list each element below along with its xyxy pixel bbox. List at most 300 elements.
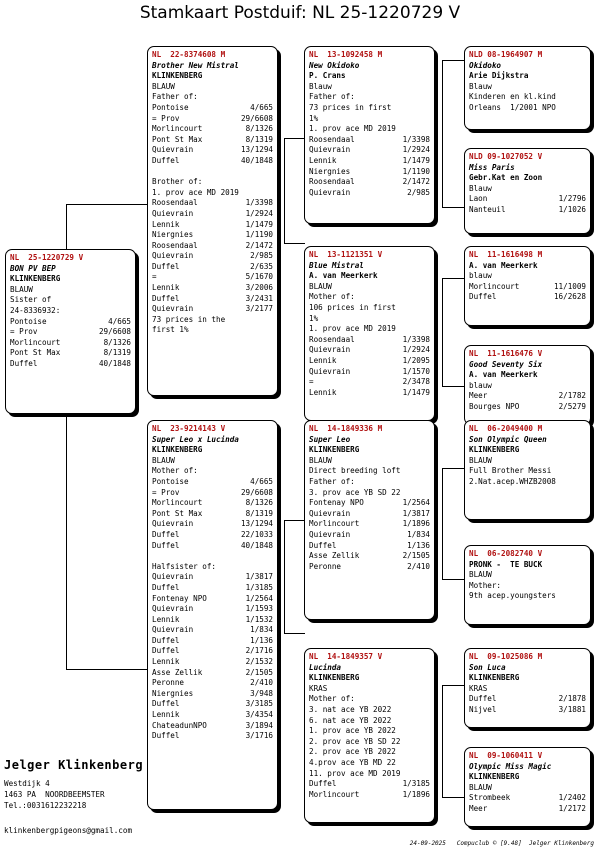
info-line: 1. prov ace MD 2019 <box>152 187 239 197</box>
pedigree-card-ff <box>304 46 435 224</box>
result-place: 3/3185 <box>245 699 273 709</box>
owner-block <box>4 758 143 811</box>
connector-mm <box>442 685 465 798</box>
owner-name: Jelger Klinkenberg <box>4 758 144 772</box>
result-race: Fontenay NPO <box>152 593 207 603</box>
result-row <box>152 114 273 125</box>
result-row <box>469 705 586 716</box>
result-place: 4/665 <box>250 102 273 112</box>
result-race: Lennik <box>152 283 180 293</box>
result-row <box>469 694 586 705</box>
result-race: Duffel <box>152 731 180 741</box>
result-race: Bourges NPO <box>469 401 520 411</box>
result-race: Quievrain <box>152 625 194 635</box>
owner-city: 1463 PA NOORDBEEMSTER <box>4 790 105 799</box>
owner-address: Westdijk 4 <box>4 779 50 788</box>
result-row <box>152 488 273 499</box>
connector-fm <box>442 278 465 387</box>
result-place: 1/3398 <box>402 134 430 144</box>
result-race: = Prov <box>152 487 180 497</box>
result-row <box>309 541 430 552</box>
owner-email: klinkenbergpigeons@gmail.com <box>4 826 133 835</box>
result-place: 13/1294 <box>240 145 273 155</box>
page-title: Stamkaart Postduif: NL 25-1220729 V <box>139 3 461 23</box>
breeder-name: A. van Meerkerk <box>309 271 378 281</box>
result-place: 2/1472 <box>245 240 273 250</box>
pigeon-name: Blue Mistral <box>309 260 364 270</box>
result-row <box>309 367 430 378</box>
result-row <box>152 541 273 552</box>
ring-number: NL 13-1092458 M <box>309 50 383 59</box>
info-line: 9th acep.youngsters <box>469 591 556 601</box>
result-place: 2/410 <box>250 678 273 688</box>
info-line: 2. prov ace YB 2022 <box>309 747 396 757</box>
result-race: Duffel <box>152 646 180 656</box>
result-race: Quievrain <box>309 187 351 197</box>
result-place: 1/2924 <box>402 145 430 155</box>
result-place: 4/665 <box>250 476 273 486</box>
result-place: 1/1896 <box>402 789 430 799</box>
info-line: 2.Nat.acep.WHZB2008 <box>469 476 556 486</box>
info-line: blauw <box>469 380 492 390</box>
result-row <box>152 731 273 742</box>
pigeon-name: Son Olympic Queen <box>469 434 547 444</box>
result-race: Fontenay NPO <box>309 498 364 508</box>
breeder-name: Gebr.Kat en Zoon <box>469 173 543 183</box>
result-row <box>309 145 430 156</box>
result-row <box>152 103 273 114</box>
info-line: 3. nat ace YB 2022 <box>309 704 392 714</box>
result-row <box>152 646 273 657</box>
result-race: Roosendaal <box>309 134 355 144</box>
pigeon-name: Okidoko <box>469 60 502 70</box>
owner-phone: Tel.:0031612232218 <box>4 801 87 810</box>
result-row <box>10 317 131 328</box>
result-row <box>152 220 273 231</box>
pedigree-card-mm <box>304 648 435 823</box>
pigeon-name: Lucinda <box>309 662 342 672</box>
pigeon-name: Super Leo x Lucinda <box>152 434 239 444</box>
breeder-name: A. van Meerkerk <box>469 260 538 270</box>
result-place: 2/1716 <box>245 646 273 656</box>
info-line: Sister of <box>10 295 52 305</box>
result-row <box>152 509 273 520</box>
result-place: 1/834 <box>407 529 430 539</box>
result-place: 29/6608 <box>98 327 131 337</box>
result-row <box>152 615 273 626</box>
info-line: KRAS <box>309 683 328 693</box>
info-line: 1. prov ace YB 2022 <box>309 726 396 736</box>
result-race: Duffel <box>469 292 497 302</box>
result-place: 8/1326 <box>103 337 131 347</box>
result-race: Nijvel <box>469 704 497 714</box>
result-place: 1/2924 <box>402 345 430 355</box>
info-line: Full Brother Messi <box>469 466 552 476</box>
result-race: Pontoise <box>152 476 189 486</box>
result-race: Lennik <box>309 387 337 397</box>
result-race: = Prov <box>10 327 38 337</box>
result-row <box>309 167 430 178</box>
result-place: 8/1319 <box>245 508 273 518</box>
pedigree-card-fmm <box>464 345 591 425</box>
pedigree-card-subject <box>5 249 136 414</box>
result-place: 1/1570 <box>402 366 430 376</box>
result-place: 11/1009 <box>553 281 586 291</box>
result-row <box>309 388 430 399</box>
pigeon-name: New Okidoko <box>309 60 360 70</box>
result-place: 1/2402 <box>558 793 586 803</box>
ring-number: NL 22-8374608 M <box>152 50 226 59</box>
result-race: Strombeek <box>469 793 511 803</box>
result-place: 40/1848 <box>240 155 273 165</box>
breeder-name: PRONK - TE BUCK <box>469 559 543 569</box>
info-line: Mother of: <box>309 694 355 704</box>
result-place: 1/3398 <box>402 334 430 344</box>
result-row <box>309 177 430 188</box>
result-place: 1/1593 <box>245 604 273 614</box>
info-line: 1. prov ace MD 2019 <box>309 324 396 334</box>
result-row <box>309 135 430 146</box>
result-row <box>152 477 273 488</box>
result-race: Duffel <box>469 694 497 704</box>
result-row <box>152 283 273 294</box>
result-race: Lennik <box>309 155 337 165</box>
spacer <box>152 551 273 562</box>
breeder-name: KLINKENBERG <box>469 673 520 683</box>
result-race: Quievrain <box>309 366 351 376</box>
ring-number: NL 23-9214143 V <box>152 424 226 433</box>
breeder-name: KLINKENBERG <box>309 445 360 455</box>
pigeon-name: BON PV BEP <box>10 263 56 273</box>
info-line: BLAUW <box>152 455 175 465</box>
pedigree-card-mmf <box>464 648 591 728</box>
result-place: 22/1033 <box>240 529 273 539</box>
info-line: Father of: <box>152 92 198 102</box>
breeder-name: KLINKENBERG <box>469 445 520 455</box>
info-line: 1% <box>309 313 319 323</box>
pedigree-card-fff <box>464 46 591 130</box>
result-race: Duffel <box>152 529 180 539</box>
result-row <box>309 345 430 356</box>
breeder-name: KLINKENBERG <box>152 71 203 81</box>
result-row <box>152 230 273 241</box>
info-line: 106 prices in first <box>309 302 396 312</box>
result-race: Meer <box>469 803 488 813</box>
result-row <box>309 519 430 530</box>
result-place: 1/2564 <box>245 593 273 603</box>
result-race: Roosendaal <box>152 240 198 250</box>
info-line: Father of: <box>309 476 355 486</box>
result-race: Quievrain <box>152 572 194 582</box>
result-row <box>469 194 586 205</box>
result-race: Quievrain <box>309 145 351 155</box>
pedigree-card-fmf <box>464 246 591 326</box>
result-race: Duffel <box>10 358 38 368</box>
info-line: 73 prices in first <box>309 102 392 112</box>
info-line: Brother of: <box>152 177 203 187</box>
result-race: Asse Zellik <box>152 667 203 677</box>
result-place: 5/1670 <box>245 272 273 282</box>
result-place: 2/1532 <box>245 657 273 667</box>
result-place: 3/1881 <box>558 704 586 714</box>
result-row <box>152 689 273 700</box>
result-place: 40/1848 <box>240 540 273 550</box>
result-place: 2/985 <box>250 251 273 261</box>
result-row <box>152 124 273 135</box>
result-row <box>152 519 273 530</box>
ring-number: NL 06-2049400 M <box>469 424 543 433</box>
breeder-name: A. van Meerkerk <box>469 370 538 380</box>
pedigree-card-mmm <box>464 747 591 827</box>
result-row <box>152 604 273 615</box>
info-line: Halfsister of: <box>152 561 217 571</box>
result-row <box>152 636 273 647</box>
result-race: Roosendaal <box>309 334 355 344</box>
info-line: BLAUW <box>152 81 175 91</box>
result-row <box>469 292 586 303</box>
result-row <box>309 156 430 167</box>
result-race: Duffel <box>152 582 180 592</box>
result-race: Roosendaal <box>309 177 355 187</box>
info-line: blauw <box>469 271 492 281</box>
breeder-name: P. Crans <box>309 71 346 81</box>
ring-number: NL 13-1121351 V <box>309 250 383 259</box>
result-race: Duffel <box>152 635 180 645</box>
result-place: 8/1326 <box>245 498 273 508</box>
result-row <box>152 721 273 732</box>
pigeon-name: Good Seventy Six <box>469 359 543 369</box>
result-row <box>152 145 273 156</box>
result-place: 2/635 <box>250 261 273 271</box>
ring-number: NL 11-1616476 V <box>469 349 543 358</box>
result-place: 1/2172 <box>558 803 586 813</box>
result-row <box>152 156 273 167</box>
connector-father-v <box>284 138 305 244</box>
result-race: Lennik <box>152 614 180 624</box>
ring-number: NLD 08-1964907 M <box>469 50 543 59</box>
ring-number: NL 06-2082740 V <box>469 549 543 558</box>
info-line: 6. nat ace YB 2022 <box>309 715 392 725</box>
result-place: 3/948 <box>250 688 273 698</box>
result-race: Morlincourt <box>10 337 61 347</box>
result-place: 1/2924 <box>245 208 273 218</box>
result-row <box>152 198 273 209</box>
result-row <box>309 356 430 367</box>
result-place: 2/410 <box>407 561 430 571</box>
result-place: 1/1190 <box>402 166 430 176</box>
result-race: = Prov <box>152 113 180 123</box>
result-race: ChateadunNPO <box>152 720 207 730</box>
info-line: Orleans 1/2001 NPO <box>469 102 556 112</box>
breeder-name: KLINKENBERG <box>469 772 520 782</box>
result-row <box>469 205 586 216</box>
pedigree-card-mfm <box>464 545 591 625</box>
info-line: BLAUW <box>309 455 332 465</box>
info-line: 24-8336932: <box>10 305 61 315</box>
info-line: Blauw <box>469 183 492 193</box>
result-race: Duffel <box>152 293 180 303</box>
pigeon-name: Olympic Miss Magic <box>469 761 552 771</box>
info-line: Father of: <box>309 92 355 102</box>
pedigree-card-ffm <box>464 148 591 234</box>
result-row <box>152 498 273 509</box>
result-place: 2/5279 <box>558 401 586 411</box>
info-line: 4.prov ace YB MD 22 <box>309 757 396 767</box>
info-line: Blauw <box>469 81 492 91</box>
pedigree-card-mf <box>304 420 435 620</box>
pigeon-name: Son Luca <box>469 662 506 672</box>
spacer <box>152 167 273 178</box>
result-race: Niergnies <box>152 230 194 240</box>
pigeon-name: Brother New Mistral <box>152 60 239 70</box>
result-race: Duffel <box>152 261 180 271</box>
result-race: = <box>309 377 314 387</box>
result-row <box>309 188 430 199</box>
result-place: 3/2177 <box>245 304 273 314</box>
result-race: Lennik <box>152 710 180 720</box>
result-place: 2/1505 <box>402 551 430 561</box>
result-place: 1/1479 <box>402 155 430 165</box>
breeder-name: KLINKENBERG <box>309 673 360 683</box>
result-row <box>10 327 131 338</box>
connector-mother <box>284 520 305 634</box>
result-place: 2/985 <box>407 187 430 197</box>
result-race: Quievrain <box>152 304 194 314</box>
info-line: 1. prov ace MD 2019 <box>309 124 396 134</box>
pedigree-card-fm <box>304 246 435 421</box>
info-line: BLAUW <box>309 281 332 291</box>
result-race: Quievrain <box>152 208 194 218</box>
pedigree-card-mff <box>464 420 591 520</box>
info-line: BLAUW <box>469 782 492 792</box>
result-row <box>152 272 273 283</box>
result-row <box>469 804 586 815</box>
result-race: Morlincourt <box>152 498 203 508</box>
result-place: 1/1190 <box>245 230 273 240</box>
result-place: 1/1026 <box>558 204 586 214</box>
result-row <box>10 338 131 349</box>
result-race: Peronne <box>152 678 185 688</box>
result-row <box>309 551 430 562</box>
result-place: 1/3817 <box>245 572 273 582</box>
result-place: 1/3817 <box>402 508 430 518</box>
result-row <box>152 304 273 315</box>
result-place: 1/1896 <box>402 519 430 529</box>
result-row <box>152 294 273 305</box>
result-row <box>152 209 273 220</box>
result-row <box>309 377 430 388</box>
result-race: Niergnies <box>152 688 194 698</box>
info-line: Kinderen en kl.kind <box>469 92 556 102</box>
pigeon-name: Miss Paris <box>469 162 515 172</box>
result-place: 2/1472 <box>402 177 430 187</box>
ring-number: NL 14-1849336 M <box>309 424 383 433</box>
result-race: Quievrain <box>309 508 351 518</box>
result-place: 2/1878 <box>558 694 586 704</box>
result-row <box>152 135 273 146</box>
result-place: 2/1782 <box>558 391 586 401</box>
result-row <box>152 251 273 262</box>
result-row <box>309 562 430 573</box>
info-line: first 1% <box>152 325 189 335</box>
result-place: 1/136 <box>407 540 430 550</box>
result-place: 3/2431 <box>245 293 273 303</box>
result-row <box>309 335 430 346</box>
result-place: 40/1848 <box>98 358 131 368</box>
ring-number: NL 09-1060411 V <box>469 751 543 760</box>
result-row <box>469 391 586 402</box>
result-row <box>152 657 273 668</box>
result-race: Duffel <box>152 699 180 709</box>
info-line: Mother of: <box>309 292 355 302</box>
result-place: 1/2796 <box>558 194 586 204</box>
result-place: 1/136 <box>250 635 273 645</box>
result-row <box>152 241 273 252</box>
result-race: Quievrain <box>309 345 351 355</box>
result-race: Laon <box>469 194 488 204</box>
result-race: Lennik <box>152 657 180 667</box>
info-line: 2. prov ace YB SD 22 <box>309 736 401 746</box>
result-row <box>152 699 273 710</box>
result-place: 1/3185 <box>245 582 273 592</box>
result-race: Quievrain <box>152 604 194 614</box>
info-line: 1% <box>309 113 319 123</box>
result-race: Duffel <box>152 540 180 550</box>
result-race: Duffel <box>152 155 180 165</box>
result-race: Morlincourt <box>152 124 203 134</box>
result-place: 8/1319 <box>103 348 131 358</box>
result-row <box>309 530 430 541</box>
result-race: Lennik <box>152 219 180 229</box>
info-line: Mother: <box>469 580 502 590</box>
info-line: 73 prices in the <box>152 314 226 324</box>
result-row <box>309 790 430 801</box>
breeder-name: KLINKENBERG <box>152 445 203 455</box>
result-place: 8/1319 <box>245 134 273 144</box>
result-place: 1/3398 <box>245 198 273 208</box>
result-race: Quievrain <box>152 519 194 529</box>
result-row <box>152 572 273 583</box>
ring-number: NL 14-1849357 V <box>309 652 383 661</box>
result-place: 1/2564 <box>402 498 430 508</box>
result-row <box>152 710 273 721</box>
result-race: Morlincourt <box>309 519 360 529</box>
result-row <box>469 402 586 413</box>
pedigree-card-father <box>147 46 278 396</box>
result-row <box>309 498 430 509</box>
result-place: 29/6608 <box>240 113 273 123</box>
info-line: 11. prov ace MD 2019 <box>309 768 401 778</box>
result-place: 3/2006 <box>245 283 273 293</box>
result-race: Peronne <box>309 561 342 571</box>
result-row <box>152 594 273 605</box>
breeder-name: Arie Dijkstra <box>469 71 529 81</box>
footer-credit: 24-09-2025 Compuclub © [9.48] Jelger Klinkenberg <box>409 840 594 847</box>
result-race: Nanteuil <box>469 204 506 214</box>
result-place: 29/6608 <box>240 487 273 497</box>
result-race: Duffel <box>309 540 337 550</box>
breeder-name: KLINKENBERG <box>10 274 61 284</box>
result-row <box>152 625 273 636</box>
pedigree-card-mother <box>147 420 278 810</box>
result-row <box>469 282 586 293</box>
result-race: Meer <box>469 391 488 401</box>
result-place: 2/1505 <box>245 667 273 677</box>
result-row <box>10 359 131 370</box>
result-race: Quievrain <box>309 529 351 539</box>
result-row <box>309 509 430 520</box>
result-row <box>469 793 586 804</box>
